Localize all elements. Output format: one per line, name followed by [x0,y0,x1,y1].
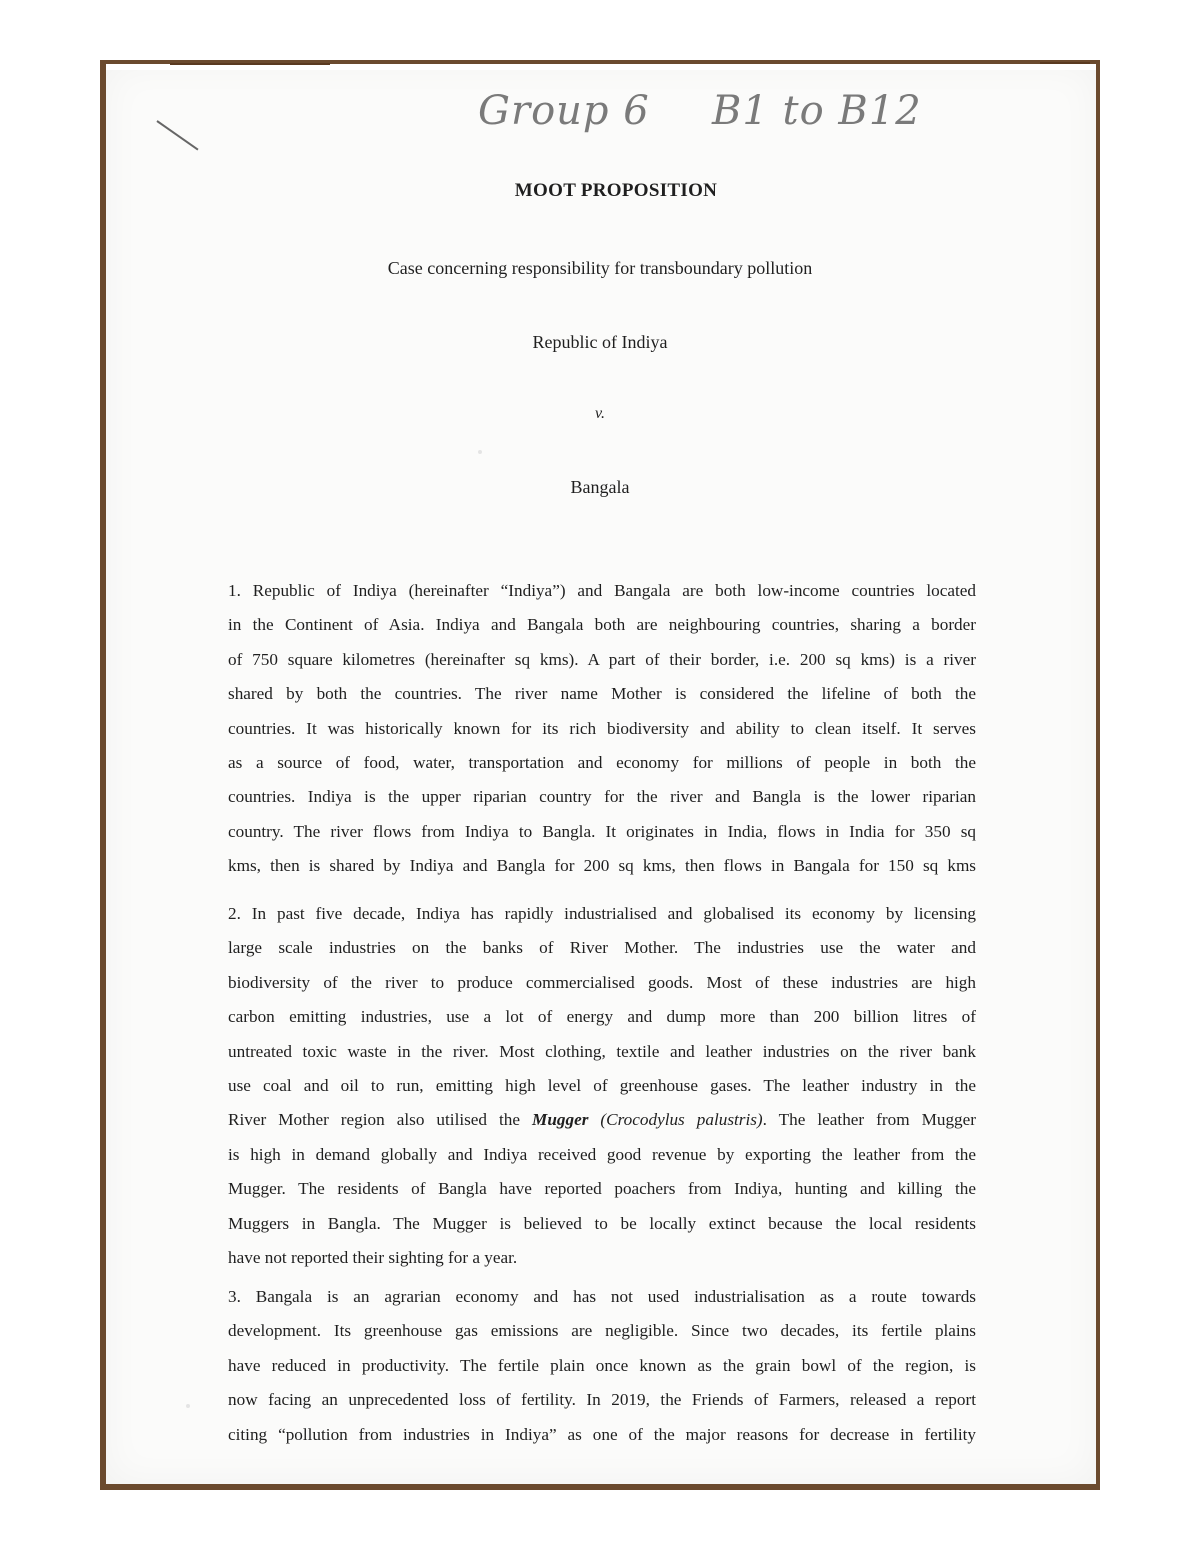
handwritten-range: B1 to B12 [712,88,922,134]
paragraph-line: large scale industries on the banks of River Mother. The industries use the water and [228,938,976,958]
top-edge-stroke-left [170,63,330,65]
scan-speck [186,1404,190,1408]
paragraph-line: 3. Bangala is an agrarian economy and has not used industrialisation as a route towards [228,1287,976,1306]
party-two: Bangala [570,477,630,497]
party-one: Republic of Indiya [532,332,668,352]
paragraph-line: untreated toxic waste in the river. Most clothing, textile and leather industries on the river bank [228,1041,976,1061]
paragraph-line: now facing an unprecedented loss of fertility. In 2019, the Friends of Farmers, released a report [228,1390,976,1410]
document-title: MOOT PROPOSITION [514,180,718,201]
paragraph-line: development. Its greenhouse gas emissions are negligible. Since two decades, its fertile plains [228,1321,976,1341]
paragraph-line: Muggers in Bangla. The Mugger is believed to be locally extinct because the local residents [228,1213,976,1233]
paragraph-line: citing “pollution from industries in Indiya” as one of the major reasons for decrease in fertility [228,1424,976,1444]
top-edge-stroke-right [1040,62,1090,64]
mugger-text-after: . The leather from Mugger [762,1110,977,1130]
mugger-scientific-name: (Crocodylus palustris) [588,1110,763,1130]
paragraph-line: have not reported their sighting for a year. [228,1248,518,1268]
paragraph-line: carbon emitting industries, use a lot of energy and dump more than 200 billion litres of [228,1007,976,1027]
paragraph-line: 2. In past five decade, Indiya has rapidly industrialised and globalised its economy by licensing [228,904,976,923]
paragraph-line: in the Continent of Asia. Indiya and Bangala both are neighbouring countries, sharing a border [228,615,976,635]
paragraph-line: kms, then is shared by Indiya and Bangla for 200 sq kms, then flows in Bangala for 150 sq kms [228,856,976,876]
paragraph-line: Mugger. The residents of Bangla have reported poachers from Indiya, hunting and killing the [228,1179,976,1199]
paragraph-3 [228,1280,976,1452]
paragraph-line: shared by both the countries. The river name Mother is considered the lifeline of both the [228,684,976,704]
paragraph-line: use coal and oil to run, emitting high level of greenhouse gases. The leather industry in the [228,1076,976,1096]
paragraph-line: country. The river flows from Indiya to Bangla. It originates in India, flows in India for 350 sq [228,821,976,841]
paragraph-line: 1. Republic of Indiya (hereinafter “Indiya”) and Bangala are both low-income countries located [228,581,976,600]
paragraph-line: as a source of food, water, transportation and economy for millions of people in both the [228,753,976,773]
paragraph-2 [228,897,976,1275]
paragraph-line-mugger [228,1103,976,1137]
case-subtitle: Case concerning responsibility for transboundary pollution [387,258,813,278]
scan-speck [478,450,482,454]
paragraph-line: is high in demand globally and Indiya received good revenue by exporting the leather from the [228,1144,976,1164]
mugger-text-before: River Mother region also utilised the [228,1110,533,1130]
paragraph-line: countries. It was historically known for its rich biodiversity and ability to clean itself. It serves [228,718,976,738]
handwritten-group: Group 6 [478,88,650,134]
paragraph-line: countries. Indiya is the upper riparian country for the river and Bangla is the lower riparian [228,787,976,807]
paragraph-line: have reduced in productivity. The fertile plain once known as the grain bowl of the region, is [228,1355,976,1375]
mugger-bold: Mugger [532,1110,589,1130]
paragraph-line: biodiversity of the river to produce commercialised goods. Most of these industries are high [228,972,976,992]
versus: v. [595,405,605,422]
paragraph-1 [228,574,976,884]
paragraph-line: of 750 square kilometres (hereinafter sq kms). A part of their border, i.e. 200 sq kms) is a river [228,649,976,669]
